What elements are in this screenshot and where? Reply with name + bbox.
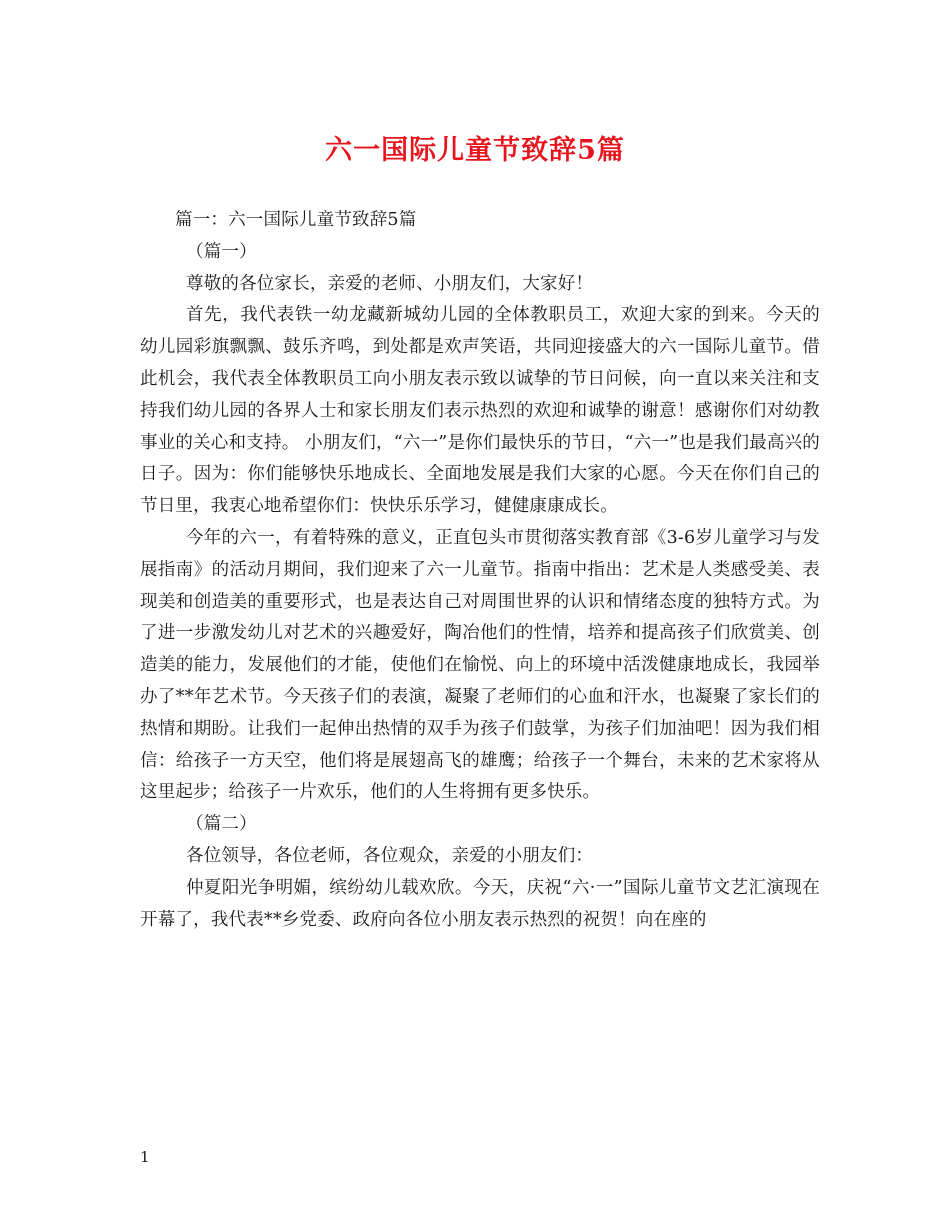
document-body [140,205,820,936]
document-title: 六一国际儿童节致辞5篇 [325,135,625,166]
paragraph: 首先，我代表铁一幼龙藏新城幼儿园的全体教职员工，欢迎大家的到来。今天的幼儿园彩旗飘飘、鼓乐齐鸣，到处都是欢声笑语，共同迎接盛大的六一国际儿童节。借此机会，我代表全体教职员工向小朋友表示致以诚挚的节日问候，向一直以来关注和支持我们幼儿园的各界人士和家长朋友们表示热烈的欢迎和诚挚的谢意！感谢你们对幼教事业的关心和支持。 小朋友们，“六一”是你们最快乐的节日，“六一”也是我们最高兴的日子。因为：你们能够快乐地成长、全面地发展是我们大家的心愿。今天在你们自己的节日里，我衷心地希望你们：快快乐乐学习，健健康康成长。 [140,305,820,517]
paragraph: 今年的六一，有着特殊的意义，正直包头市贯彻落实教育部《3-6岁儿童学习与发展指南》的活动月期间，我们迎来了六一儿童节。指南中指出：艺术是人类感受美、表现美和创造美的重要形式，也是表达自己对周围世界的认识和情绪态度的独特方式。为了进一步激发幼儿对艺术的兴趣爱好，陶冶他们的性情，培养和提高孩子们欣赏美、创造美的能力，发展他们的才能，使他们在愉悦、向上的环境中活泼健康地成长，我园举办了**年艺术节。今天孩子们的表演，凝聚了老师们的心血和汗水，也凝聚了家长们的热情和期盼。让我们一起伸出热情的双手为孩子们鼓掌，为孩子们加油吧！因为我们相信：给孩子一方天空，他们将是展翅高飞的雄鹰；给孩子一个舞台，未来的艺术家将从这里起步；给孩子一片欢乐，他们的人生将拥有更多快乐。 [140,527,820,803]
paragraph: （篇二） [186,814,257,835]
page-number: 1 [140,1148,150,1166]
paragraph: 仲夏阳光争明媚，缤纷幼儿载欢欣。今天，庆祝“六·一”国际儿童节文艺汇演现在开幕了，我代表**乡党委、政府向各位小朋友表示热烈的祝贺！向在座的 [140,877,820,930]
paragraph: （篇一） [186,241,257,262]
paragraph: 篇一：六一国际儿童节致辞5篇 [175,210,417,230]
paragraph: 尊敬的各位家长，亲爱的老师、小朋友们，大家好！ [186,273,594,294]
paragraph: 各位领导，各位老师，各位观众，亲爱的小朋友们： [186,845,594,866]
